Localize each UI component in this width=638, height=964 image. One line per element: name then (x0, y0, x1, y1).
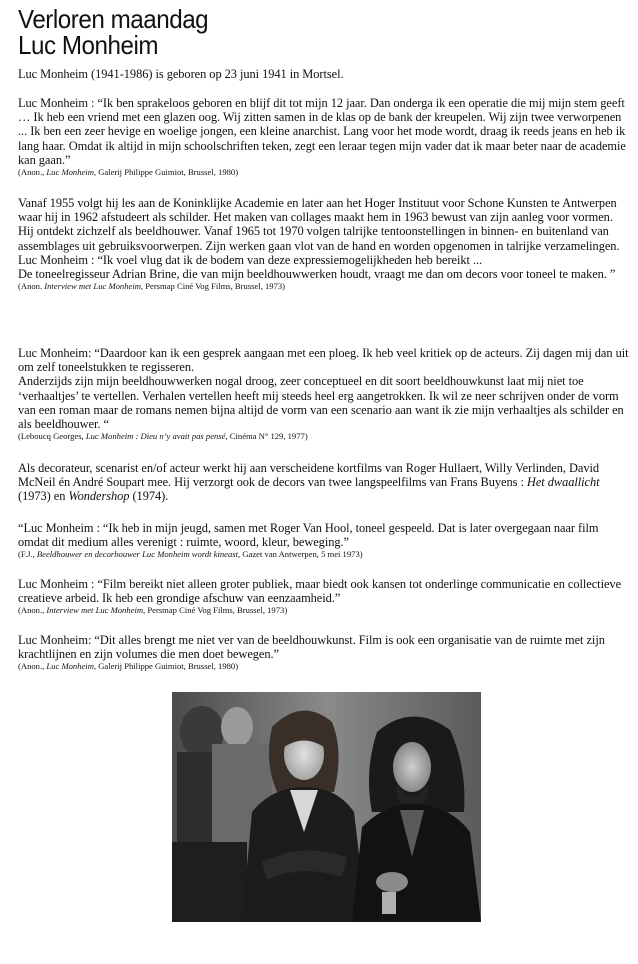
citation-5-post: Gazet van Antwerpen, 5 mei 1973) (240, 549, 363, 560)
paragraph-1-text: Luc Monheim : “Ik ben sprakeloos geboren en blijf dit tot mijn 12 jaar. Dan onderga ik een operatie die mij mijn stem geeft … Ik heb een vriend met een glazen oog. Wij zitten samen in de klas op de bank der kreupelen. Wij zijn twee verworpenen ... Ik ben een zeer hevige en woelige jongen, een kleine anarchist. Lang voor het mode wordt, draag ik reeds jeans en heb ik lang haar. Omdat ik altijd in mijn schoolschriften teken, zegt een leraar tegen mijn vader dat ik maar beter naar de academie kan gaan.” (18, 96, 626, 167)
intro-text: Luc Monheim (1941-1986) is geboren op 23 juni 1941 in Mortsel. (18, 67, 344, 81)
paragraph-6-text: Luc Monheim : “Film bereikt niet alleen groter publiek, maar biedt ook kansen tot onderlinge communicatie en collectieve creatieve arbeid. Ik heb een grondige afschuw van eenzaamheid.” (18, 577, 622, 606)
paragraph-7 (18, 633, 630, 672)
paragraph-7-text: Luc Monheim: “Dit alles brengt me niet ver van de beeldhouwkunst. Film is ook een organisatie van de ruimte met zijn krachtlijnen en zijn volumes die men doet bewegen.” (18, 633, 605, 662)
citation-5-pre: (F.J., (18, 549, 37, 560)
paragraph-4 (18, 461, 630, 504)
film-title-2: Wondershop (68, 489, 130, 504)
citation-3-pre: (Leboucq Georges, (18, 431, 86, 442)
title-line-2: Luc Monheim (18, 30, 159, 60)
paragraph-5 (18, 521, 630, 560)
citation-2-post: Persmap Ciné Vog Films, Brussel, 1973) (143, 281, 286, 292)
paragraph-3-text: Luc Monheim: “Daardoor kan ik een gesprek aangaan met een ploeg. Ik heb veel kritiek op de acteurs. Zij dagen mij dan uit om zelf toneelstukken te regisseren. (18, 346, 629, 375)
citation-5-title: Beeldhouwer en decorbouwer Luc Monheim wordt kineast, (36, 549, 241, 560)
citation-1-title: Luc Monheim (46, 167, 94, 178)
paragraph-3 (18, 346, 630, 442)
citation-6-title: Interview met Luc Monheim, (46, 605, 146, 616)
paragraph-2-quote: Luc Monheim : “Ik voel vlug dat ik de bodem van deze expressiemogelijkheden heb bereikt ... (18, 252, 483, 267)
citation-7-title: Luc Monheim, (46, 661, 97, 672)
paragraph-1 (18, 96, 630, 178)
paragraph-4-text: Als decorateur, scenarist en/of acteur werkt hij aan verscheidene kortfilms van Roger Hullaert, Willy Verlinden, David McNeil én André Soupart mee. Hij verzorgt ook de decors van twee langspeelfilms van Frans Buyens : (18, 461, 600, 490)
paragraph-2-quote-2: De toneelregisseur Adrian Brine, die van mijn beeldhouwwerken houdt, vraagt me dan om decors voor toneel te maken. ” (18, 267, 616, 282)
page-title (18, 6, 208, 58)
citation-6-post: Persmap Ciné Vog Films, Brussel, 1973) (145, 605, 288, 616)
citation-2-pre: (Anon. (18, 281, 45, 292)
citation-2-title: Interview met Luc Monheim, (44, 281, 144, 292)
citation-6 (18, 605, 630, 616)
paragraph-5-text: “Luc Monheim : “Ik heb in mijn jeugd, samen met Roger Van Hool, toneel gespeeld. Dat is later overgegaan naar film omdat dit medium alles verenigt : ruimte, woord, kleur, beweging.” (18, 521, 599, 550)
photo-of-two-people (172, 692, 481, 922)
citation-6-pre: (Anon., (18, 605, 47, 616)
citation-5 (18, 549, 630, 560)
citation-2 (18, 281, 630, 292)
citation-7-post: Galerij Philippe Guimiot, Brussel, 1980) (96, 661, 239, 672)
paragraph-6 (18, 577, 630, 616)
citation-7 (18, 661, 630, 672)
paragraph-4-end: (1974). (129, 489, 169, 504)
photo-icon (172, 692, 481, 922)
citation-3-post: Cinéma N° 129, 1977) (227, 431, 308, 442)
paragraph-4-mid: (1973) en (18, 489, 69, 504)
citation-1-post: , Galerij Philippe Guimiot, Brussel, 1980) (93, 167, 239, 178)
citation-1-pre: (Anon., (18, 167, 47, 178)
paragraph-2 (18, 196, 630, 292)
paragraph-3-text-2: Anderzijds zijn mijn beeldhouwwerken nogal droog, zeer conceptueel en dit soort beeldhouwkunst laat mij niet toe ‘verhaaltjes’ te vertellen. Verhalen vertellen heeft mij steeds heel erg aangetrokken. Ik wil ze neer schrijven onder de vorm van een roman maar de romans nemen bijna altijd de vorm van een scenario aan want ik zie mijn verhaaltjes als schilder en als beeldhouwer. “ (18, 374, 624, 432)
film-title-1: Het dwaallicht (526, 475, 600, 490)
citation-1 (18, 167, 630, 178)
citation-3 (18, 431, 630, 442)
title-line-1: Verloren maandag (18, 4, 209, 34)
citation-3-title: Luc Monheim : Dieu n’y avait pas pensé, (85, 431, 228, 442)
paragraph-2-text: Vanaf 1955 volgt hij les aan de Koninklijke Academie en later aan het Hoger Instituut voor Schone Kunsten te Antwerpen waar hij in 1962 afstudeert als schilder. Het maken van collages maakt hem in 1963 bewust van zijn aanleg voor vormen. Hij ontdekt zichzelf als beeldhouwer. Vanaf 1965 tot 1970 volgen talrijke tentoonstellingen in binnen- en buitenland van assemblages uit gebruiksvoorwerpen. Zijn werken gaan vlot van de hand en worden opgenomen in talrijke verzamelingen. (18, 196, 620, 253)
citation-7-pre: (Anon., (18, 661, 47, 672)
